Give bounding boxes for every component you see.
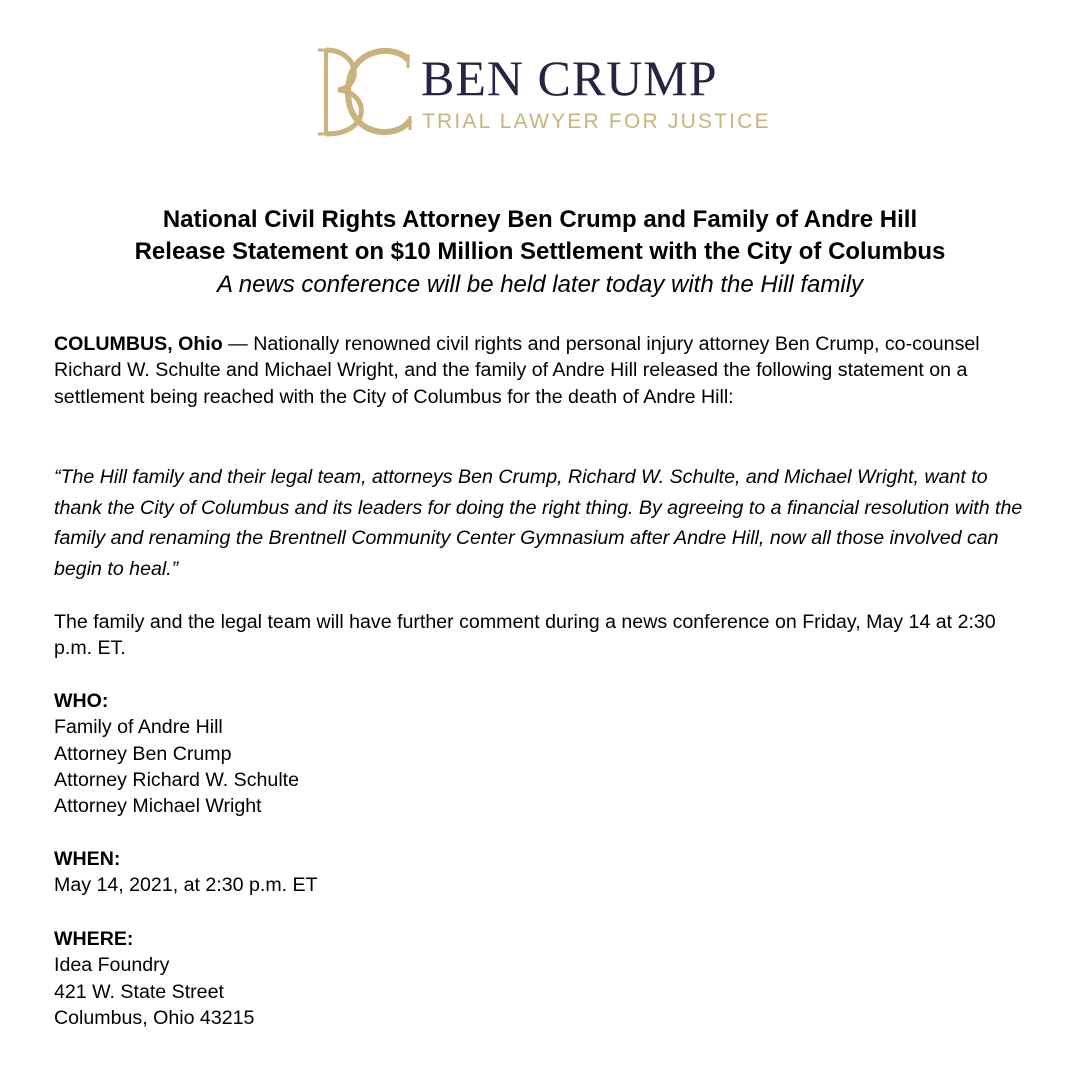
dateline: COLUMBUS, Ohio — [54, 333, 223, 355]
who-label: WHO: — [54, 690, 109, 712]
subheadline: A news conference will be held later today with the Hill family — [216, 271, 864, 298]
logo-name: BEN CRUMP — [421, 50, 718, 106]
headline — [40, 204, 1040, 301]
where-label: WHERE: — [54, 928, 134, 950]
when-label: WHEN: — [54, 848, 121, 870]
bc-monogram-logo-icon — [318, 46, 413, 138]
headline-line-1: National Civil Rights Attorney Ben Crump and Family of Andre Hill — [162, 206, 918, 233]
where-item: Idea Foundry — [54, 954, 170, 977]
who-item: Family of Andre Hill — [54, 716, 223, 739]
ben-crump-logo — [318, 46, 771, 141]
who-item: Attorney Richard W. Schulte — [54, 768, 300, 791]
intro-paragraph — [54, 331, 1039, 410]
who-item: Attorney Michael Wright — [54, 795, 262, 818]
intro-text: — Nationally renowned civil rights and personal injury attorney Ben Crump, co-counsel Richard W. Schulte and Michael Wright, and the family of Andre Hill released the following statement on a settlement being reached with the City of Columbus for the death of Andre Hill: — [54, 333, 980, 408]
where-item: 421 W. State Street — [54, 980, 224, 1003]
logo-tagline: TRIAL LAWYER FOR JUSTICE — [422, 110, 771, 133]
followup-paragraph: The family and the legal team will have further comment during a news conference on Friday, May 14 at 2:30 p.m. ET. — [54, 611, 996, 660]
where-section — [54, 926, 254, 1031]
statement-quote: “The Hill family and their legal team, attorneys Ben Crump, Richard W. Schulte, and Michael Wright, want to thank the City of Columbus and its leaders for doing the right thing. By agreeing to a financial resolution with the family and renaming the Brentnell Community Center Gymnasium after Andre Hill, now all those involved can begin to heal.” — [54, 466, 1023, 580]
who-item: Attorney Ben Crump — [54, 742, 232, 765]
when-section — [54, 846, 318, 899]
where-item: Columbus, Ohio 43215 — [54, 1006, 255, 1029]
when-item: May 14, 2021, at 2:30 p.m. ET — [54, 874, 318, 897]
who-section — [54, 688, 299, 819]
headline-line-2: Release Statement on $10 Million Settlement with the City of Columbus — [134, 238, 946, 265]
